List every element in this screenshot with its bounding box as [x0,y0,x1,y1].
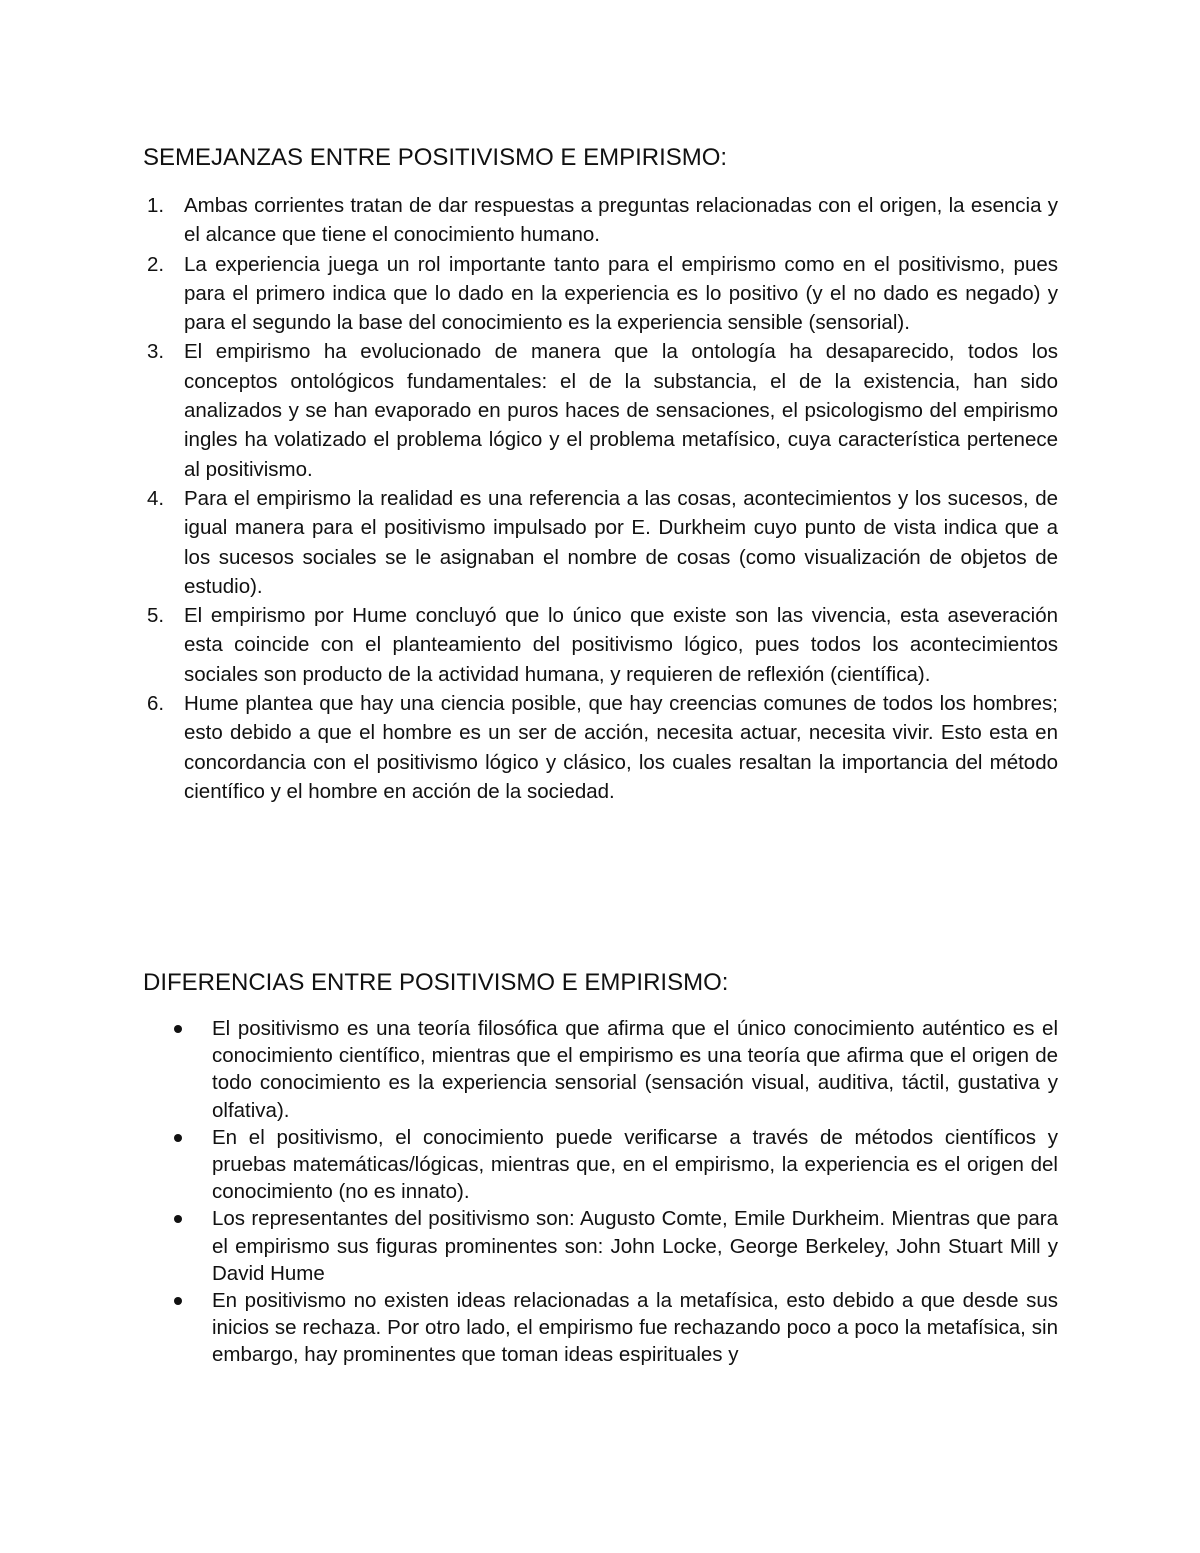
bullet-icon [174,1297,182,1305]
list-item-text: En positivismo no existen ideas relacionadas a la metafísica, esto debido a que desde sus inicios se rechaza. Por otro lado, el empirismo fue rechazando poco a poco la metafísica, sin embargo, hay prominentes que toman ideas espirituales y [212,1289,1058,1367]
list-item-text: Ambas corrientes tratan de dar respuestas a preguntas relacionadas con el origen, la esencia y el alcance que tiene el conocimiento humano. [184,194,1058,247]
list-item [143,191,1058,250]
list-item [170,1287,1058,1369]
list-item-text: En el positivismo, el conocimiento puede verificarse a través de métodos científicos y pruebas matemáticas/lógicas, mientras que, en el empirismo, la experiencia es el origen del conocimiento (no es innato). [212,1125,1058,1204]
list-item [143,484,1058,601]
list-item-text: Hume plantea que hay una ciencia posible, que hay creencias comunes de todos los hombres; esto debido a que el hombre es un ser de acción, necesita actuar, necesita vivir. Esto esta en concordancia con el positivismo lógico y clásico, los cuales resaltan la importancia del método científico y el hombre en acción de la sociedad. [184,692,1058,803]
list-item-text: Los representantes del positivismo son: Augusto Comte, Emile Durkheim. Mientras que para el empirismo sus figuras prominentes son: John Locke, George Berkeley, John Stuart Mill y David Hume [212,1207,1058,1285]
list-item [143,250,1058,338]
list-item [143,337,1058,483]
list-number: 1. [147,194,165,217]
list-item [143,601,1058,689]
list-item-text: El empirismo ha evolucionado de manera que la ontología ha desaparecido, todos los conceptos ontológicos fundamentales: el de la substancia, el de la existencia, han sido analizados y se han evaporado en puros haces de sensaciones, el psicologismo del empirismo ingles ha volatizado el problema lógico y el problema metafísico, cuya característica pertenece al positivismo. [184,340,1058,481]
list-item [170,1124,1058,1206]
list-item [170,1015,1058,1124]
list-number: 5. [147,604,165,628]
bullet-icon [174,1215,182,1223]
list-item [170,1205,1058,1287]
similarities-heading: SEMEJANZAS ENTRE POSITIVISMO E EMPIRISMO: [143,144,728,171]
list-item [143,689,1058,806]
differences-list [170,1015,1058,1369]
list-number: 6. [147,692,165,716]
list-number: 2. [147,252,165,276]
bullet-icon [174,1134,182,1142]
list-item-text: El positivismo es una teoría filosófica que afirma que el único conocimiento auténtico es el conocimiento científico, mientras que el empirismo es una teoría que afirma que el origen de todo conocimiento es la experiencia sensorial (sensación visual, auditiva, táctil, gustativa y olfativa). [212,1017,1058,1122]
differences-heading: DIFERENCIAS ENTRE POSITIVISMO E EMPIRISMO: [143,969,729,996]
similarities-list [143,191,1058,806]
list-item-text: La experiencia juega un rol importante tanto para el empirismo como en el positivismo, pues para el primero indica que lo dado en la experiencia es lo positivo (y el no dado es negado) y para el segundo la base del conocimiento es la experiencia sensible (sensorial). [184,252,1058,335]
list-number: 3. [147,340,165,364]
list-item-text: El empirismo por Hume concluyó que lo único que existe son las vivencia, esta aseveración esta coincide con el planteamiento del positivismo lógico, pues todos los acontecimientos sociales son producto de la actividad humana, y requieren de reflexión (científica). [184,604,1058,686]
list-item-text: Para el empirismo la realidad es una referencia a las cosas, acontecimientos y los sucesos, de igual manera para el positivismo impulsado por E. Durkheim cuyo punto de vista indica que a los sucesos sociales se le asignaban el nombre de cosas (como visualización de objetos de estudio). [184,486,1058,598]
bullet-icon [174,1025,182,1033]
list-number: 4. [147,486,165,510]
